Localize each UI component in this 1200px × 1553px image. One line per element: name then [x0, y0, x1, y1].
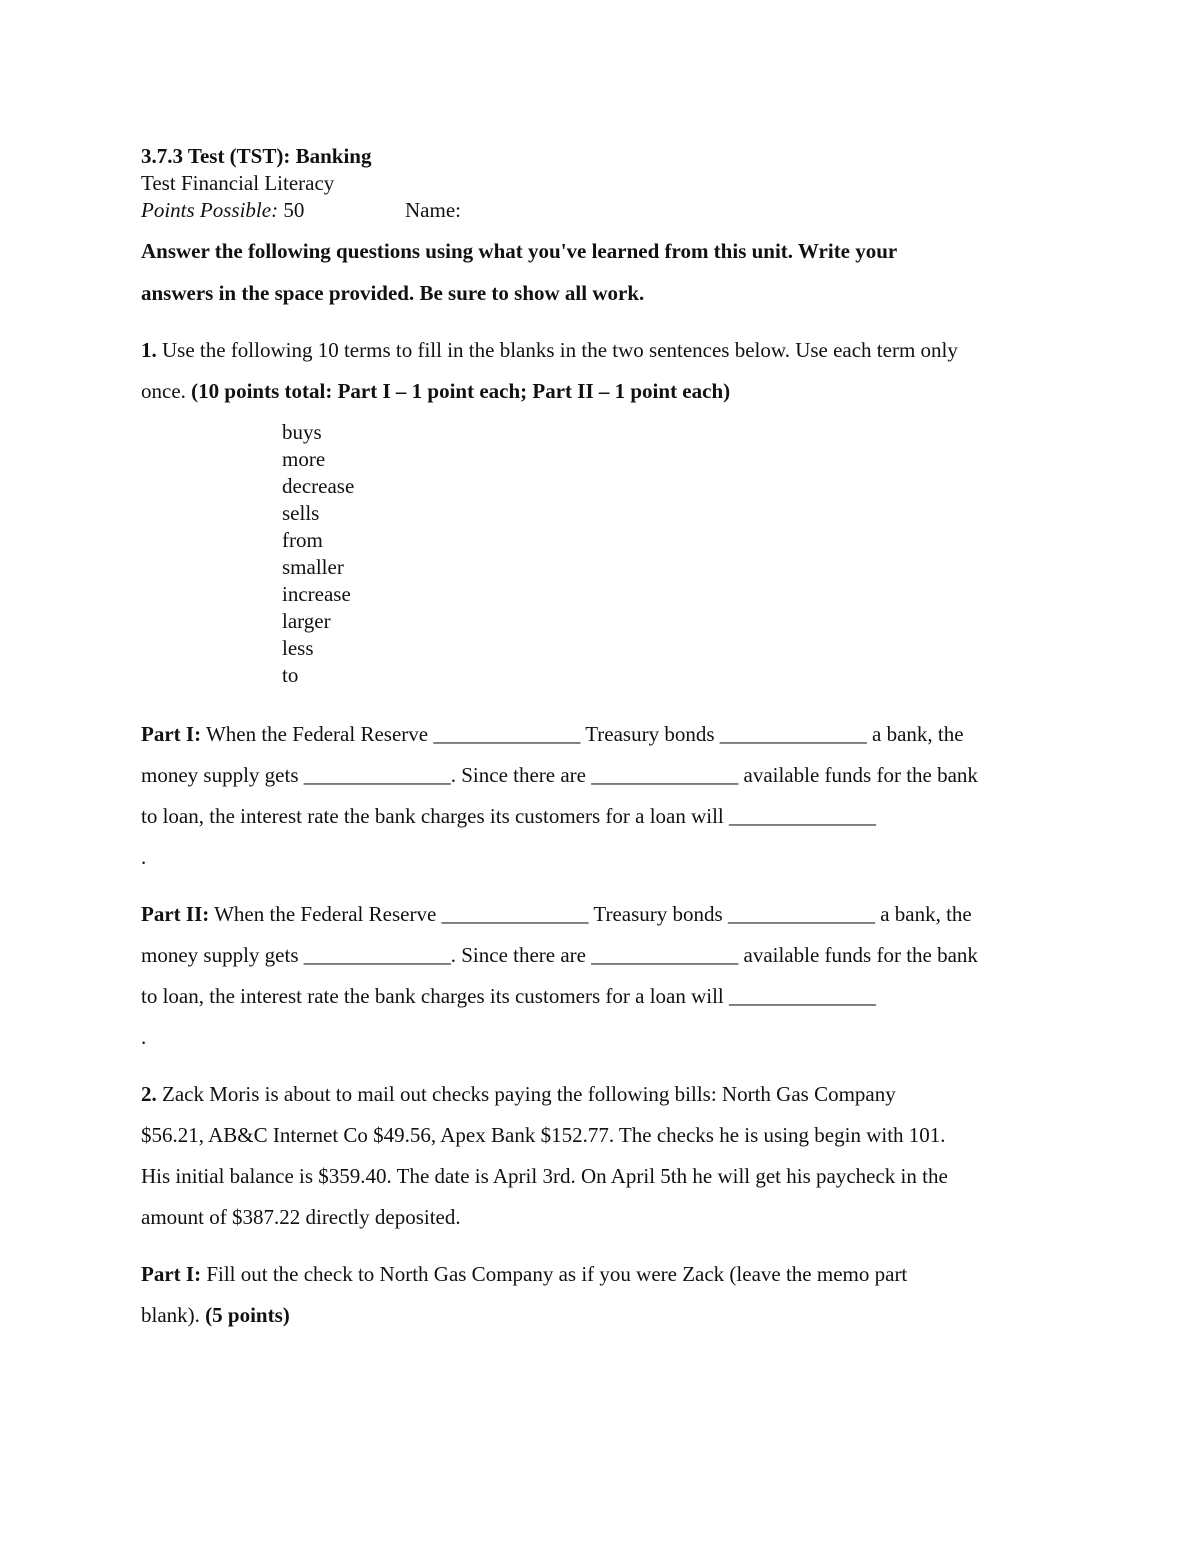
q1-part1-line-1 [141, 721, 964, 747]
term-item: less [282, 636, 314, 660]
q1-prompt: Use the following 10 terms to fill in the blanks in the two sentences below. Use each term only [162, 338, 958, 362]
term-item: decrease [282, 474, 355, 498]
document-subtitle: Test Financial Literacy [141, 171, 335, 195]
q2-line-1 [141, 1081, 896, 1107]
q2-part1-line-1 [141, 1261, 907, 1287]
q1-part2-line-4: . [141, 1025, 147, 1049]
q2-line-3: His initial balance is $359.40. The date is April 3rd. On April 5th he will get his paycheck in the [141, 1164, 948, 1188]
q2-part1-text-2: blank). [141, 1303, 200, 1327]
term-list [282, 419, 354, 689]
term-item: larger [282, 609, 331, 633]
q2-line-4: amount of $387.22 directly deposited. [141, 1205, 461, 1229]
name-label: Name: [405, 198, 461, 222]
points-and-name-line [141, 197, 461, 223]
term-item: increase [282, 582, 351, 606]
q1-part1-text-1: When the Federal Reserve ______________ Treasury bonds ______________ a bank, the [205, 722, 964, 746]
q1-part1-line-3: to loan, the interest rate the bank charges its customers for a loan will ______________ [141, 804, 877, 828]
q2-part1-line-2 [141, 1302, 290, 1328]
q1-part1-label: Part I: [141, 722, 202, 746]
q2-part1-points: (5 points) [205, 1303, 290, 1327]
term-item: smaller [282, 555, 344, 579]
q1-line-2 [141, 378, 730, 404]
document-title: 3.7.3 Test (TST): Banking [141, 144, 372, 168]
q2-part1-label: Part I: [141, 1262, 202, 1286]
q1-points: (10 points total: Part I – 1 point each; Part II – 1 point each) [191, 379, 731, 403]
q1-part2-line-1 [141, 901, 972, 927]
q1-prompt-end: once. [141, 379, 186, 403]
term-item: more [282, 447, 326, 471]
q1-line-1 [141, 337, 958, 363]
instructions-line-1: Answer the following questions using what you've learned from this unit. Write your [141, 239, 898, 263]
q1-part2-line-3: to loan, the interest rate the bank charges its customers for a loan will ______________ [141, 984, 877, 1008]
q2-line-2: $56.21, AB&C Internet Co $49.56, Apex Bank $152.77. The checks he is using begin with 101. [141, 1123, 946, 1147]
points-value: 50 [283, 198, 305, 222]
term-item: sells [282, 501, 320, 525]
q1-part1-line-2: money supply gets ______________. Since there are ______________ available funds for the bank [141, 763, 978, 787]
q1-part2-text-1: When the Federal Reserve ______________ Treasury bonds ______________ a bank, the [214, 902, 972, 926]
q2-number: 2. [141, 1082, 157, 1106]
term-item: buys [282, 420, 322, 444]
q1-part1-line-4: . [141, 845, 147, 869]
q2-text-1: Zack Moris is about to mail out checks paying the following bills: North Gas Company [162, 1082, 896, 1106]
q2-part1-text-1: Fill out the check to North Gas Company as if you were Zack (leave the memo part [206, 1262, 908, 1286]
term-item: to [282, 663, 299, 687]
instructions-line-2: answers in the space provided. Be sure to show all work. [141, 281, 645, 305]
term-item: from [282, 528, 323, 552]
q1-number: 1. [141, 338, 157, 362]
points-label: Points Possible: [141, 198, 279, 222]
q1-part2-line-2: money supply gets ______________. Since there are ______________ available funds for the bank [141, 943, 978, 967]
q1-part2-label: Part II: [141, 902, 210, 926]
